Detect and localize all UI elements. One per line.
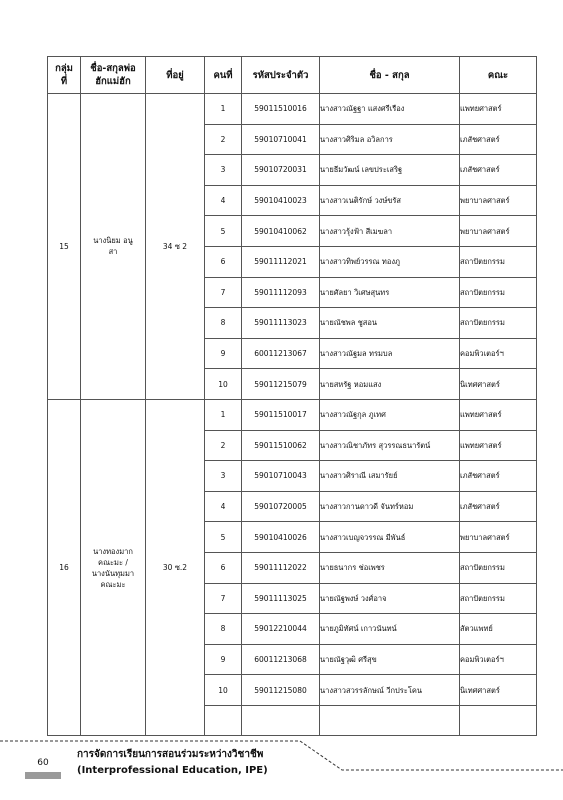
header-host-line2: ฮักแม่ฮัก: [95, 76, 131, 87]
member-number: 10: [205, 369, 242, 400]
faculty: แพทยศาสตร์: [460, 430, 537, 461]
faculty: สถาปัตยกรรม: [460, 277, 537, 308]
student-id: 59010710041: [242, 124, 320, 155]
student-name: นางสาวณัฐกุล ภูเทศ: [320, 399, 460, 430]
student-name: นางสาวณัฐฐา แสงศรีเรือง: [320, 94, 460, 125]
student-name: นางสาวกานดาวดี จันทร์หอม: [320, 491, 460, 522]
member-number: 8: [205, 308, 242, 339]
student-name: นายธีมวัฒน์ เลขประเสริฐ: [320, 155, 460, 186]
member-number: 2: [205, 124, 242, 155]
header-group-line1: กลุ่ม: [55, 63, 73, 74]
student-id: 60011213067: [242, 338, 320, 369]
member-number: 3: [205, 155, 242, 186]
faculty: เภสัชศาสตร์: [460, 124, 537, 155]
member-number: 2: [205, 430, 242, 461]
student-name: นายธนากร ช่อเพชร: [320, 552, 460, 583]
faculty: พยาบาลศาสตร์: [460, 522, 537, 553]
student-name: นายณัชพล ชูสอน: [320, 308, 460, 339]
faculty: เภสัชศาสตร์: [460, 155, 537, 186]
page-number-bar: [25, 772, 61, 779]
faculty: คอมพิวเตอร์ฯ: [460, 644, 537, 675]
student-id: 59010410062: [242, 216, 320, 247]
member-number: 1: [205, 94, 242, 125]
header-faculty: คณะ: [460, 57, 537, 94]
header-host-line1: ชื่อ-สกุลพ่อ: [90, 63, 136, 74]
student-id: 59012210044: [242, 614, 320, 645]
footer-title-line2: (Interprofessional Education, IPE): [77, 765, 268, 776]
member-number: 6: [205, 552, 242, 583]
student-id: 59011112022: [242, 552, 320, 583]
member-number: 7: [205, 583, 242, 614]
student-id: 59011113023: [242, 308, 320, 339]
faculty: สถาปัตยกรรม: [460, 583, 537, 614]
faculty: สถาปัตยกรรม: [460, 308, 537, 339]
footer-title-line1: การจัดการเรียนการสอนร่วมระหว่างวิชาชีพ: [77, 749, 264, 760]
member-number: 10: [205, 675, 242, 706]
host-name: นางทองมาก คณะมะ / นางนันทุมมา คณะมะ: [81, 399, 146, 736]
student-name: นางสาวสวรรลักษณ์ วีกประโคน: [320, 675, 460, 706]
header-address: ที่อยู่: [146, 57, 205, 94]
group-number: 16: [48, 399, 81, 736]
faculty: แพทยศาสตร์: [460, 399, 537, 430]
faculty: สัตวแพทย์: [460, 614, 537, 645]
member-number: 6: [205, 246, 242, 277]
student-id: 59011215080: [242, 675, 320, 706]
student-name: นายณัฐพงษ์ วงศ์อาจ: [320, 583, 460, 614]
student-id: 59011215079: [242, 369, 320, 400]
member-number: 5: [205, 216, 242, 247]
member-number: 4: [205, 491, 242, 522]
faculty: สถาปัตยกรรม: [460, 552, 537, 583]
header-member-no: คนที่: [205, 57, 242, 94]
student-id: 59010710043: [242, 461, 320, 492]
faculty: เภสัชศาสตร์: [460, 491, 537, 522]
faculty: นิเทศศาสตร์: [460, 369, 537, 400]
faculty: สถาปัตยกรรม: [460, 246, 537, 277]
student-name: นายภูมิทัศน์ เกาวนันทน์: [320, 614, 460, 645]
student-name: นางสาวศิราณี เสมารัยย์: [320, 461, 460, 492]
faculty: พยาบาลศาสตร์: [460, 185, 537, 216]
header-group-line2: ที่: [60, 76, 68, 87]
member-number: 4: [205, 185, 242, 216]
student-name: นางสาวเนติรักษ์ วงษ์ขรัส: [320, 185, 460, 216]
student-name: นางสาวศิริมล อวิลการ: [320, 124, 460, 155]
student-name: นายศัลยา วิเศษสุนทร: [320, 277, 460, 308]
student-id: 59010410026: [242, 522, 320, 553]
faculty: แพทยศาสตร์: [460, 94, 537, 125]
host-name: นางนิยม อนู สา: [81, 94, 146, 400]
member-number: 7: [205, 277, 242, 308]
student-id: 59011510062: [242, 430, 320, 461]
student-id: 59011510016: [242, 94, 320, 125]
header-name: ชื่อ - สกุล: [320, 57, 460, 94]
faculty: คอมพิวเตอร์ฯ: [460, 338, 537, 369]
student-name: นางสาวรุ้งฟ้า สีเมฆลา: [320, 216, 460, 247]
student-name: นางสาวทิพย์วรรณ ทองภู: [320, 246, 460, 277]
student-id: 60011213068: [242, 644, 320, 675]
host-address: 30 ซ.2: [146, 399, 205, 736]
student-id: 59011510017: [242, 399, 320, 430]
group-number: 15: [48, 94, 81, 400]
student-id: 59010720005: [242, 491, 320, 522]
footer-title: [77, 747, 268, 779]
student-name: นายณัฐวุฒิ ศรีสุข: [320, 644, 460, 675]
member-number: 1: [205, 399, 242, 430]
member-number: 3: [205, 461, 242, 492]
student-id: 59011112021: [242, 246, 320, 277]
student-name: นางสาวณัฐมล ทรมบล: [320, 338, 460, 369]
faculty: เภสัชศาสตร์: [460, 461, 537, 492]
student-id: 59010410023: [242, 185, 320, 216]
member-number: 9: [205, 644, 242, 675]
faculty: นิเทศศาสตร์: [460, 675, 537, 706]
page-number: 60: [37, 758, 49, 768]
student-name: นางสาวณิชาภัทร สุวรรณธนารัตน์: [320, 430, 460, 461]
member-number: 8: [205, 614, 242, 645]
student-id: 59010720031: [242, 155, 320, 186]
header-student-id: รหัสประจำตัว: [242, 57, 320, 94]
member-number: 5: [205, 522, 242, 553]
student-name: นายสหรัฐ หอมแสง: [320, 369, 460, 400]
student-id: 59011113025: [242, 583, 320, 614]
student-name: นางสาวเบญจวรรณ มีพันธ์: [320, 522, 460, 553]
member-number: 9: [205, 338, 242, 369]
student-id: 59011112093: [242, 277, 320, 308]
host-address: 34 ซ 2: [146, 94, 205, 400]
faculty: พยาบาลศาสตร์: [460, 216, 537, 247]
